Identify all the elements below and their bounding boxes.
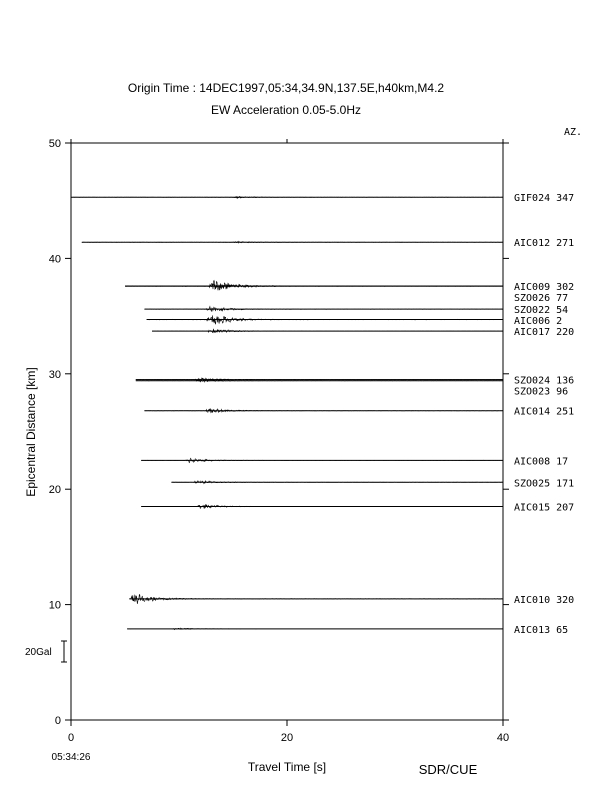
axis-ticks — [49, 138, 509, 744]
station-label: SZO023 96 — [514, 386, 569, 398]
station-label: AIC014 251 — [514, 406, 575, 418]
station-label: SZO026 77 — [514, 293, 569, 305]
station-label: AIC015 207 — [514, 502, 575, 514]
station-label: AIC013 65 — [514, 624, 569, 636]
seismic-trace-aic009 — [125, 281, 503, 291]
x-axis-label: Travel Time [s] — [247, 760, 327, 774]
station-label: SZO022 54 — [514, 305, 569, 317]
station-labels — [514, 193, 574, 636]
station-label: GIF024 347 — [514, 193, 575, 205]
y-tick-label: 20 — [48, 484, 61, 497]
y-axis-label: Epicentral Distance [km] — [24, 367, 38, 497]
station-label: AIC009 302 — [514, 282, 575, 294]
station-label: SZO024 136 — [514, 375, 575, 387]
y-tick-label: 50 — [48, 138, 61, 150]
y-tick-label: 30 — [48, 368, 61, 381]
station-label: AIC017 220 — [514, 327, 575, 339]
x-tick-label: 0 — [67, 732, 75, 744]
station-label: AIC008 17 — [514, 456, 569, 468]
scale-bar-label: 20Gal — [25, 647, 52, 658]
y-tick-label: 40 — [48, 253, 61, 266]
start-time-label: 05:34:26 — [51, 752, 91, 763]
station-label: AIC012 271 — [514, 238, 575, 250]
x-tick-label: 20 — [280, 732, 294, 744]
trace-baselines — [71, 197, 503, 629]
station-label: AIC010 320 — [514, 594, 575, 606]
seismic-traces — [71, 196, 503, 629]
chart-title: Origin Time : 14DEC1997,05:34,34.9N,137.5E,h40km,M4.2 — [127, 81, 445, 95]
x-tick-label: 40 — [496, 732, 510, 744]
station-label: AIC006 2 — [514, 316, 563, 328]
amplitude-scale-bar — [25, 641, 67, 662]
y-tick-label: 0 — [54, 715, 61, 727]
chart-subtitle: EW Acceleration 0.05-5.0Hz — [210, 103, 362, 117]
credit-label: SDR/CUE — [418, 762, 478, 777]
station-label: SZO025 171 — [514, 478, 575, 490]
y-tick-label: 10 — [48, 599, 61, 612]
azimuth-header: AZ. — [564, 127, 583, 138]
